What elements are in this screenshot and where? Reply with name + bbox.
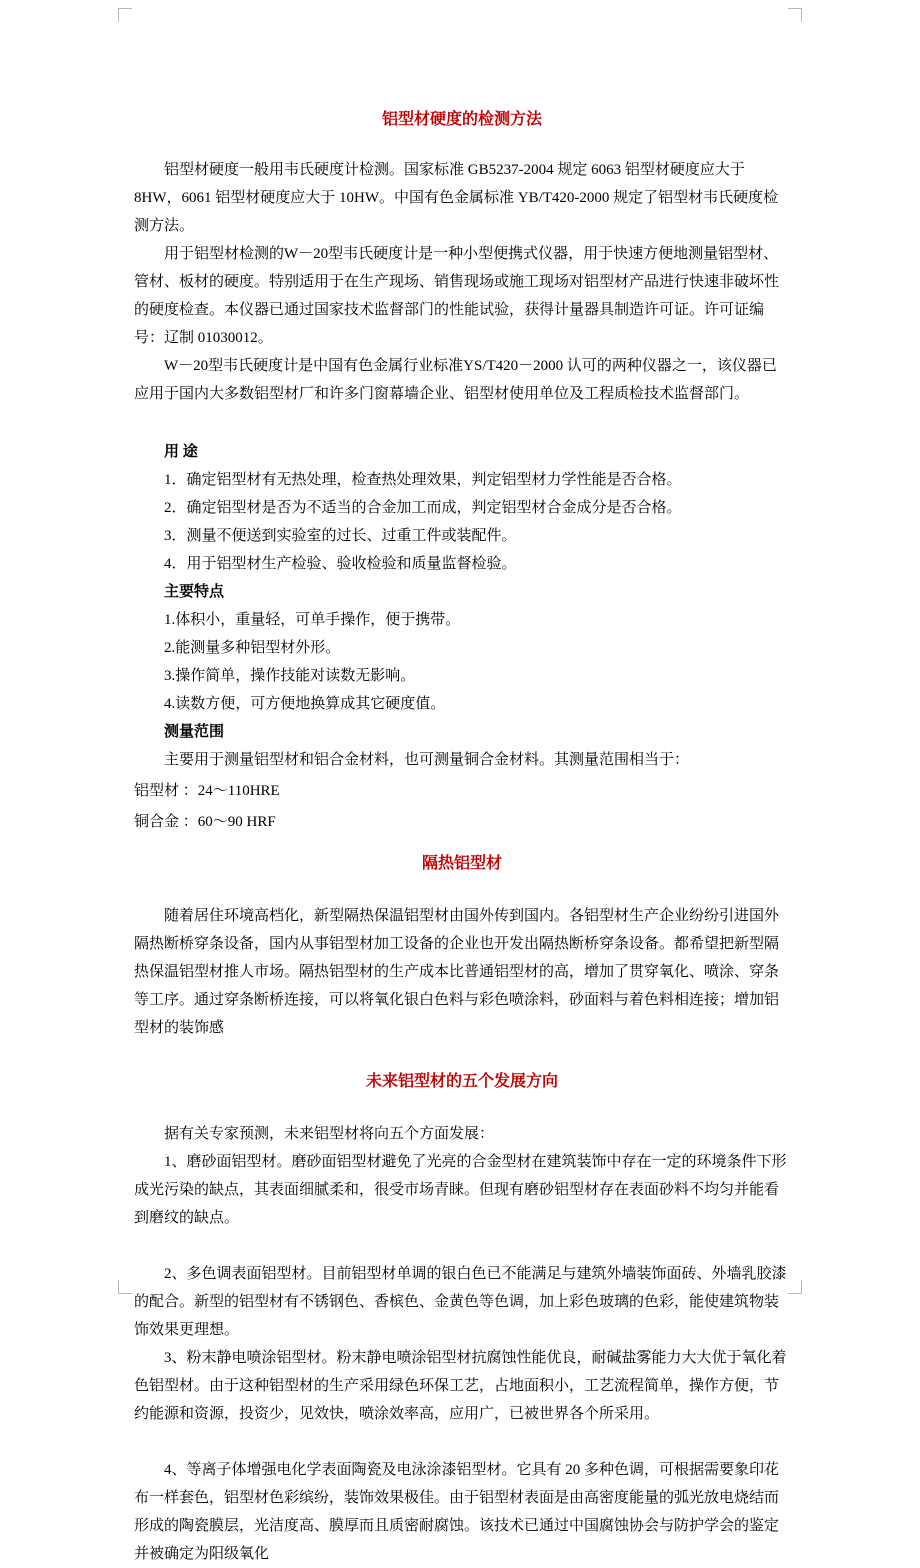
subheading-usage: 用 途 <box>164 444 198 460</box>
range-value-copper: 铜合金 ：60～90 HRF <box>134 814 276 830</box>
section-title-hardness: 铝型材硬度的检测方法 <box>381 111 542 128</box>
paragraph: 主要用于测量铝型材和铝合金材料，也可测量铜合金材料。其测量范围相当于： <box>164 752 690 768</box>
list-item: 1．确定铝型材有无热处理，检查热处理效果，判定铝型材力学性能是否合格。 <box>164 472 682 488</box>
list-item: 3.操作简单，操作技能对读数无影响。 <box>164 668 416 684</box>
crop-mark-top-right <box>788 8 802 22</box>
list-item: 1.体积小，重量轻，可单手操作，便于携带。 <box>164 612 461 628</box>
list-item: 2.能测量多种铝型材外形。 <box>164 640 341 656</box>
paragraph: 据有关专家预测，未来铝型材将向五个方面发展： <box>164 1126 495 1142</box>
crop-mark-bottom-right <box>788 1280 802 1294</box>
paragraph: 随着居住环境高档化，新型隔热保温铝型材由国外传到国内。各铝型材生产企业纷纷引进国外隔热断桥穿条设备，国内从事铝型材加工设备的企业也开发出隔热断桥穿条设备。都希望把新型隔热保温铝型材推人市场。隔热铝型材的生产成本比普通铝型材的高，增加了贯穿氧化、喷涂、穿条等工序。通过穿条断桥连接，可以将氧化银白色料与彩色喷涂料，砂面料与着色料相连接；增加铝型材的装饰感 <box>134 908 780 1036</box>
list-item: 1、磨砂面铝型材。磨砂面铝型材避免了光亮的合金型材在建筑装饰中存在一定的环境条件下形成光污染的缺点，其表面细腻柔和，很受市场青睐。但现有磨砂铝型材存在表面砂料不均匀并能看到磨纹的缺点。 <box>134 1154 787 1226</box>
list-item: 4．用于铝型材生产检验、验收检验和质量监督检验。 <box>164 556 517 572</box>
paragraph: W－20型韦氏硬度计是中国有色金属行业标准YS/T420－2000 认可的两种仪器之一，该仪器已应用于国内大多数铝型材厂和许多门窗幕墙企业、铝型材使用单位及工程质检技术监督部门。 <box>134 358 777 402</box>
subheading-range: 测量范围 <box>164 724 225 740</box>
paragraph: 铝型材硬度一般用韦氏硬度计检测。国家标准 GB5237-2004 规定 6063 铝型材硬度应大于 8HW，6061 铝型材硬度应大于 10HW。中国有色金属标准 YB/T420-2000 规定了铝型材韦氏硬度检测方法。 <box>134 162 779 234</box>
crop-mark-top-left <box>118 8 132 22</box>
list-item: 2、多色调表面铝型材。目前铝型材单调的银白色已不能满足与建筑外墙装饰面砖、外墙乳胶漆的配合。新型的铝型材有不锈钢色、香槟色、金黄色等色调，加上彩色玻璃的色彩，能使建筑物装饰效果更理想。 <box>134 1266 787 1338</box>
subheading-features: 主要特点 <box>164 584 225 600</box>
paragraph: 用于铝型材检测的W－20型韦氏硬度计是一种小型便携式仪器，用于快速方便地测量铝型材、管材、板材的硬度。特别适用于在生产现场、销售现场或施工现场对铝型材产品进行快速非破坏性的硬度检查。本仪器已通过国家技术监督部门的性能试验，获得计量器具制造许可证。许可证编号：辽制 01030012。 <box>134 246 780 346</box>
list-item: 2．确定铝型材是否为不适当的合金加工而成，判定铝型材合金成分是否合格。 <box>164 500 682 516</box>
list-item: 3．测量不便送到实验室的过长、过重工件或装配件。 <box>164 528 517 544</box>
section-title-insulation: 隔热铝型材 <box>421 855 502 872</box>
list-item: 4、等离子体增强电化学表面陶瓷及电泳涂漆铝型材。它具有 20 多种色调，可根据需要象印花布一样套色，铝型材色彩缤纷，装饰效果极佳。由于铝型材表面是由高密度能量的弧光放电烧结而形成的陶瓷膜层，光洁度高、膜厚而且质密耐腐蚀。该技术已通过中国腐蚀协会与防护学会的鉴定并被确定为阳级氧化 <box>134 1462 780 1562</box>
crop-mark-bottom-left <box>118 1280 132 1294</box>
list-item: 4.读数方便，可方便地换算成其它硬度值。 <box>164 696 446 712</box>
document-content <box>134 108 790 1568</box>
list-item: 3、粉末静电喷涂铝型材。粉末静电喷涂铝型材抗腐蚀性能优良，耐碱盐雾能力大大优于氧化着色铝型材。由于这种铝型材的生产采用绿色环保工艺，占地面积小，工艺流程简单，操作方便，节约能源和资源，投资少，见效快，喷涂效率高，应用广，已被世界各个所采用。 <box>134 1350 787 1422</box>
range-value-aluminium: 铝型材 ：24～110HRE <box>134 783 280 799</box>
section-title-future: 未来铝型材的五个发展方向 <box>365 1073 558 1090</box>
